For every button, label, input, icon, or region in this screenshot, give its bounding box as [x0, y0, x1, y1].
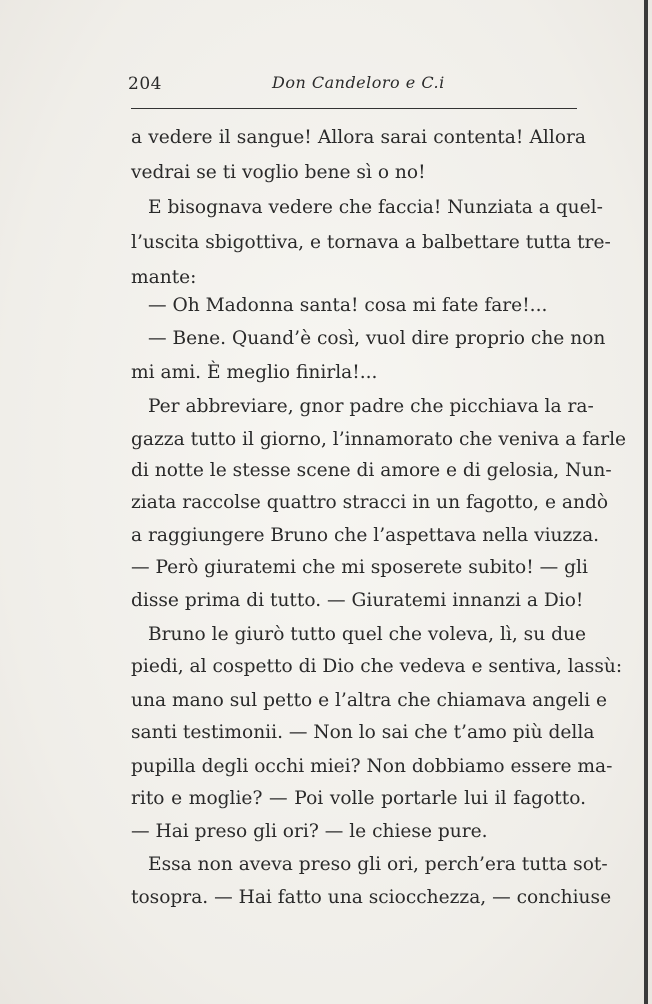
text-line: pupilla degli occhi miei? Non dobbiamo essere ma-: [131, 756, 613, 777]
text-line: E bisognava vedere che faccia! Nunziata a quel-: [148, 197, 603, 218]
text-line: — Hai preso gli ori? — le chiese pure.: [131, 821, 488, 842]
text-line: mante:: [131, 267, 197, 288]
text-line: disse prima di tutto. — Giuratemi innanzi a Dio!: [131, 590, 584, 611]
text-line: — Oh Madonna santa! cosa mi fate fare!...: [148, 295, 548, 316]
text-line: Per abbreviare, gnor padre che picchiava la ra-: [148, 396, 594, 417]
header-rule: [131, 108, 577, 109]
text-line: ziata raccolse quattro stracci in un fagotto, e andò: [131, 492, 609, 513]
text-line: vedrai se ti voglio bene sì o no!: [131, 162, 426, 183]
text-line: mi ami. È meglio finirla!...: [131, 362, 378, 383]
text-line: Essa non aveva preso gli ori, perch’era tutta sot-: [148, 854, 608, 875]
text-line: a raggiungere Bruno che l’aspettava nella viuzza.: [131, 525, 600, 546]
text-line: l’uscita sbigottiva, e tornava a balbettare tutta tre-: [131, 232, 611, 253]
text-line: — Bene. Quand’è così, vuol dire proprio che non: [148, 328, 606, 349]
text-line: rito e moglie? — Poi volle portarle lui il fagotto.: [131, 788, 586, 809]
text-line: — Però giuratemi che mi sposerete subito! — gli: [131, 557, 588, 578]
text-line: piedi, al cospetto di Dio che vedeva e sentiva, lassù:: [131, 656, 623, 677]
running-title: Don Candeloro e C.i: [272, 73, 445, 92]
text-line: gazza tutto il giorno, l’innamorato che veniva a farle: [131, 429, 627, 450]
text-line: santi testimonii. — Non lo sai che t’amo più della: [131, 722, 595, 743]
text-line: a vedere il sangue! Allora sarai contenta! Allora: [131, 127, 586, 148]
text-line: tosopra. — Hai fatto una sciocchezza, — conchiuse: [131, 887, 612, 908]
text-line: di notte le stesse scene di amore e di gelosia, Nun-: [131, 460, 612, 481]
text-line: una mano sul petto e l’altra che chiamava angeli e: [131, 690, 607, 711]
page-edge: [644, 0, 648, 1004]
text-line: Bruno le giurò tutto quel che voleva, lì, su due: [148, 624, 586, 645]
page-number: 204: [128, 74, 162, 94]
